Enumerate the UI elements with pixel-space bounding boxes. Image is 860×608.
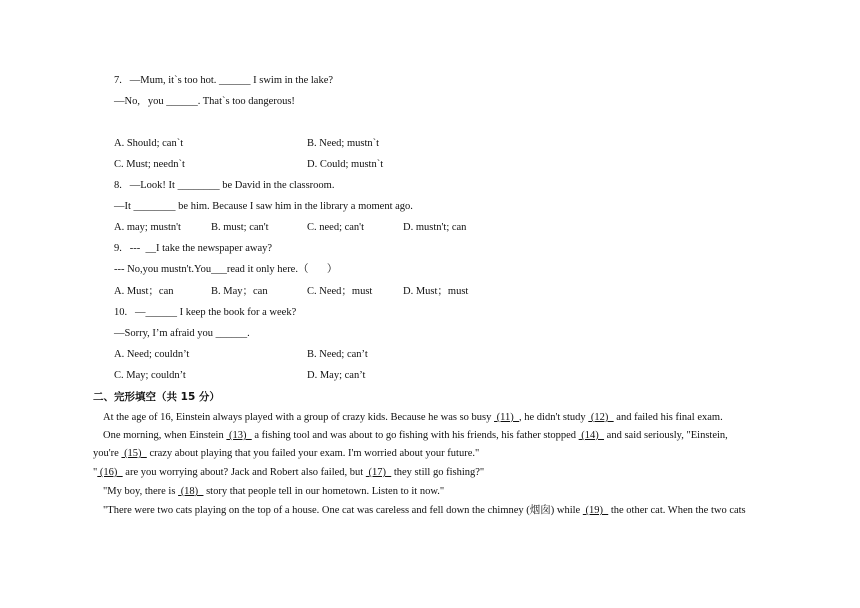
q8-option-a: A. may; mustn't — [114, 222, 181, 233]
cloze-text: " — [93, 467, 98, 478]
cloze-line-6 — [103, 504, 746, 518]
q10-option-d: D. May; can’t — [307, 370, 366, 381]
cloze-line-2 — [103, 429, 728, 443]
cloze-line-3 — [93, 447, 479, 461]
section-heading: 二、完形填空（共 15 分） — [93, 391, 220, 403]
cloze-text: "There were two cats playing on the top of a house. One cat was careless and fell down the chimney (烟囱) while — [103, 505, 583, 516]
blank-14: (14) — [578, 430, 605, 441]
q7-stem: 7. —Mum, it`s too hot. ______ I swim in the lake? — [114, 75, 334, 86]
q9-reply: --- No,you mustn't.You___read it only here.（ ） — [114, 264, 338, 275]
q9-option-d: D. Must；must — [403, 286, 469, 297]
blank-12: (12) — [588, 412, 614, 423]
blank-13: (13) — [226, 430, 252, 441]
blank-17: (17) — [365, 467, 392, 478]
q8-reply: —It ________ be him. Because I saw him in the library a moment ago. — [114, 201, 413, 212]
blank-15: (15) — [121, 448, 147, 459]
cloze-text: One morning, when Einstein — [103, 430, 227, 441]
cloze-text: are you worrying about? Jack and Robert also failed, but — [122, 467, 366, 478]
blank-16: (16) — [97, 467, 123, 478]
cloze-line-5 — [103, 485, 444, 499]
q10-stem: 10. —______ I keep the book for a week? — [114, 307, 297, 318]
cloze-line-4 — [93, 466, 484, 480]
blank-11: (11) — [494, 412, 520, 423]
cloze-text: and said seriously, "Einstein, — [604, 430, 728, 441]
q7-option-c: C. Must; needn`t — [114, 159, 185, 170]
cloze-text: crazy about playing that you failed your exam. I'm worried about your future." — [146, 448, 480, 459]
q10-option-a: A. Need; couldn’t — [114, 349, 190, 360]
cloze-line-1 — [103, 411, 723, 425]
q9-option-a: A. Must；can — [114, 286, 174, 297]
q8-stem: 8. —Look! It ________ be David in the classroom. — [114, 180, 335, 191]
cloze-text: the other cat. When the two cats — [608, 505, 746, 516]
q7-option-a: A. Should; can`t — [114, 138, 184, 149]
cloze-text: a fishing tool and was about to go fishing with his friends, his father stopped — [251, 430, 579, 441]
q10-option-c: C. May; couldn’t — [114, 370, 186, 381]
cloze-text: and failed his final exam. — [613, 412, 723, 423]
q8-option-d: D. mustn't; can — [403, 222, 467, 233]
q7-option-b: B. Need; mustn`t — [307, 138, 380, 149]
q9-option-c: C. Need；must — [307, 286, 373, 297]
blank-19: (19) — [582, 505, 609, 516]
cloze-text: they still go fishing?" — [391, 467, 485, 478]
cloze-text: you're — [93, 448, 122, 459]
blank-18: (18) — [178, 486, 204, 497]
cloze-text: "My boy, there is — [103, 486, 179, 497]
q10-option-b: B. Need; can’t — [307, 349, 368, 360]
cloze-text: , he didn't study — [519, 412, 589, 423]
q8-option-b: B. must; can't — [211, 222, 269, 233]
q10-reply: —Sorry, I’m afraid you ______. — [114, 328, 250, 339]
cloze-text: At the age of 16, Einstein always played with a group of crazy kids. Because he was so busy — [103, 412, 495, 423]
q9-option-b: B. May；can — [211, 286, 268, 297]
q9-stem: 9. --- __I take the newspaper away? — [114, 243, 273, 254]
cloze-text: story that people tell in our hometown. Listen to it now." — [203, 486, 445, 497]
q7-option-d: D. Could; mustn`t — [307, 159, 384, 170]
q8-option-c: C. need; can't — [307, 222, 364, 233]
q7-reply: —No, you ______. That`s too dangerous! — [114, 96, 295, 107]
